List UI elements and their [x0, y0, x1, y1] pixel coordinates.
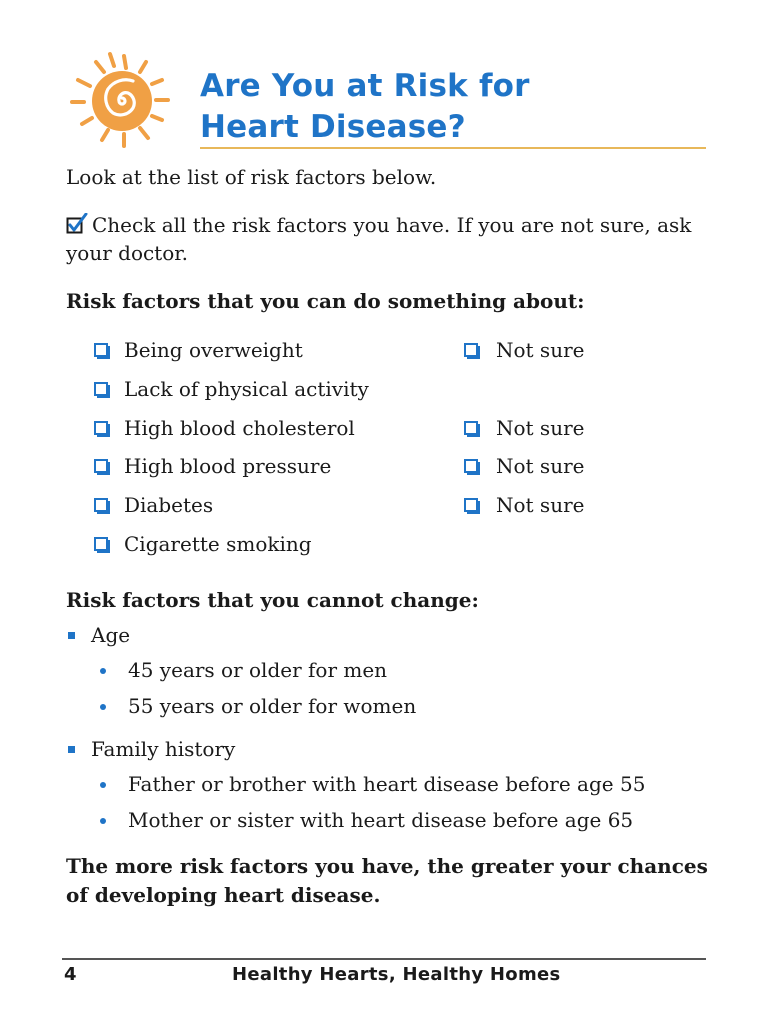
fixed-risk-detail: Father or brother with heart disease before age 55 — [128, 772, 646, 796]
page-number: 4 — [64, 964, 77, 985]
intro-text: Look at the list of risk factors below. — [66, 165, 437, 189]
square-bullet-icon — [68, 632, 75, 639]
risk-factor-row — [94, 414, 654, 444]
risk-factor-label: Being overweight — [124, 338, 303, 362]
risk-factor-label: High blood pressure — [124, 454, 332, 479]
not-sure-label: Not sure — [496, 338, 585, 362]
not-sure-label: Not sure — [496, 415, 585, 440]
fixed-risk-detail: 45 years or older for men — [128, 658, 388, 682]
dot-bullet-icon — [100, 818, 106, 824]
title-line-2: Heart Disease? — [200, 109, 466, 145]
risk-factor-row — [94, 491, 654, 521]
fixed-risk-group-label: Age — [91, 623, 131, 647]
risk-factor-label: Cigarette smoking — [124, 532, 312, 556]
risk-factor-row — [94, 336, 654, 366]
fixed-risk-detail: 55 years or older for women — [128, 694, 417, 718]
title-line-1: Are You at Risk for — [200, 68, 530, 104]
section-heading-unchangeable: Risk factors that you cannot change: — [66, 588, 479, 612]
closing-statement: The more risk factors you have, the greater your chances of developing heart disease. — [66, 854, 708, 907]
risk-factor-row — [94, 452, 654, 482]
fixed-risk-detail: Mother or sister with heart disease before age 65 — [128, 808, 634, 832]
square-bullet-icon — [68, 746, 75, 753]
checkbox-icon[interactable] — [464, 343, 480, 359]
footer-rule — [62, 958, 706, 960]
not-sure-label: Not sure — [496, 493, 585, 518]
dot-bullet-icon — [100, 704, 106, 710]
risk-factor-label: Lack of physical activity — [124, 376, 369, 401]
checkbox-icon[interactable] — [464, 421, 480, 437]
checkbox-icon[interactable] — [464, 498, 480, 514]
risk-factor-label: Diabetes — [124, 493, 214, 518]
section-heading-changeable: Risk factors that you can do something about: — [66, 289, 585, 313]
footer-title: Healthy Hearts, Healthy Homes — [232, 964, 561, 985]
dot-bullet-icon — [100, 668, 106, 674]
instruction-label: Check all the risk factors you have. If you are not sure, ask your doctor. — [66, 213, 692, 265]
risk-factor-row — [94, 530, 654, 560]
instruction-text — [66, 211, 716, 267]
title-underline — [200, 147, 706, 149]
checkbox-icon[interactable] — [94, 537, 110, 553]
checkbox-icon[interactable] — [94, 382, 110, 398]
risk-factor-label: High blood cholesterol — [124, 415, 355, 440]
risk-factor-row — [94, 375, 654, 405]
checkbox-icon[interactable] — [94, 343, 110, 359]
fixed-risk-group-label: Family history — [91, 737, 236, 761]
not-sure-label: Not sure — [496, 454, 585, 479]
checkbox-icon[interactable] — [94, 498, 110, 514]
page-title — [200, 66, 530, 148]
checkbox-icon[interactable] — [464, 459, 480, 475]
checkbox-icon[interactable] — [94, 421, 110, 437]
sun-spiral-icon — [62, 50, 180, 150]
checkmark-box-icon — [66, 213, 88, 235]
checkbox-icon[interactable] — [94, 459, 110, 475]
dot-bullet-icon — [100, 782, 106, 788]
